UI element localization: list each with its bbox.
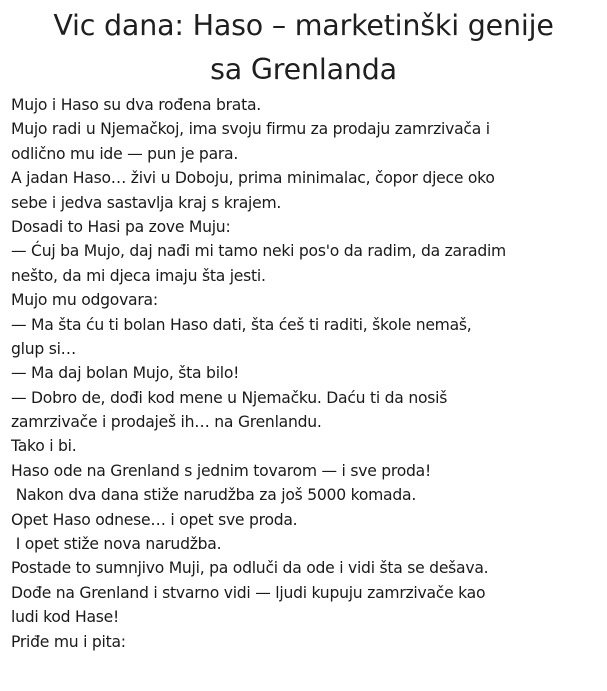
article-title bbox=[0, 0, 607, 92]
body-line: Mujo mu odgovara: bbox=[11, 291, 158, 310]
body-line: Mujo i Haso su dva rođena brata. bbox=[11, 96, 261, 114]
body-line: I opet stiže nova narudžba. bbox=[11, 535, 222, 554]
body-line: glup si… bbox=[11, 339, 77, 358]
body-line: — Dobro de, dođi kod mene u Njemačku. Daću ti da nosiš bbox=[11, 388, 448, 407]
body-line: Nakon dva dana stiže narudžba za još 5000 komada. bbox=[11, 486, 417, 505]
body-line: Mujo radi u Njemačkoj, ima svoju firmu za prodaju zamrzivača i bbox=[11, 120, 490, 139]
article-title-line-2: sa Grenlanda bbox=[210, 53, 397, 86]
article-body bbox=[11, 93, 603, 654]
body-line: Haso ode na Grenland s jednim tovarom — i sve proda! bbox=[11, 461, 431, 480]
body-line: — Ćuj ba Mujo, daj nađi mi tamo neki pos'o da radim, da zaradim bbox=[11, 242, 506, 261]
body-line: Dosadi to Hasi pa zove Muju: bbox=[11, 217, 231, 236]
body-line: Priđe mu i pita: bbox=[11, 632, 126, 651]
body-line: zamrzivače i prodaješ ih… na Grenlandu. bbox=[11, 413, 322, 432]
body-line: sebe i jedva sastavlja kraj s krajem. bbox=[11, 193, 282, 212]
body-line: A jadan Haso… živi u Doboju, prima minimalac, čopor djece oko bbox=[11, 169, 495, 188]
body-line: Dođe na Grenland i stvarno vidi — ljudi kupuju zamrzivače kao bbox=[11, 583, 486, 602]
article-title-line-1: Vic dana: Haso – marketinški genije bbox=[53, 9, 554, 42]
body-line: Tako i bi. bbox=[11, 437, 77, 456]
body-line: odlično mu ide — pun je para. bbox=[11, 144, 239, 163]
body-line: — Ma šta ću ti bolan Haso dati, šta ćeš ti raditi, škole nemaš, bbox=[11, 315, 472, 334]
body-line: nešto, da mi djeca imaju šta jesti. bbox=[11, 266, 266, 285]
body-line: Postade to sumnjivo Muji, pa odluči da ode i vidi šta se dešava. bbox=[11, 559, 489, 578]
body-line: Opet Haso odnese… i opet sve proda. bbox=[11, 510, 298, 529]
body-line: — Ma daj bolan Mujo, šta bilo! bbox=[11, 364, 240, 383]
body-line: ludi kod Hase! bbox=[11, 608, 120, 627]
